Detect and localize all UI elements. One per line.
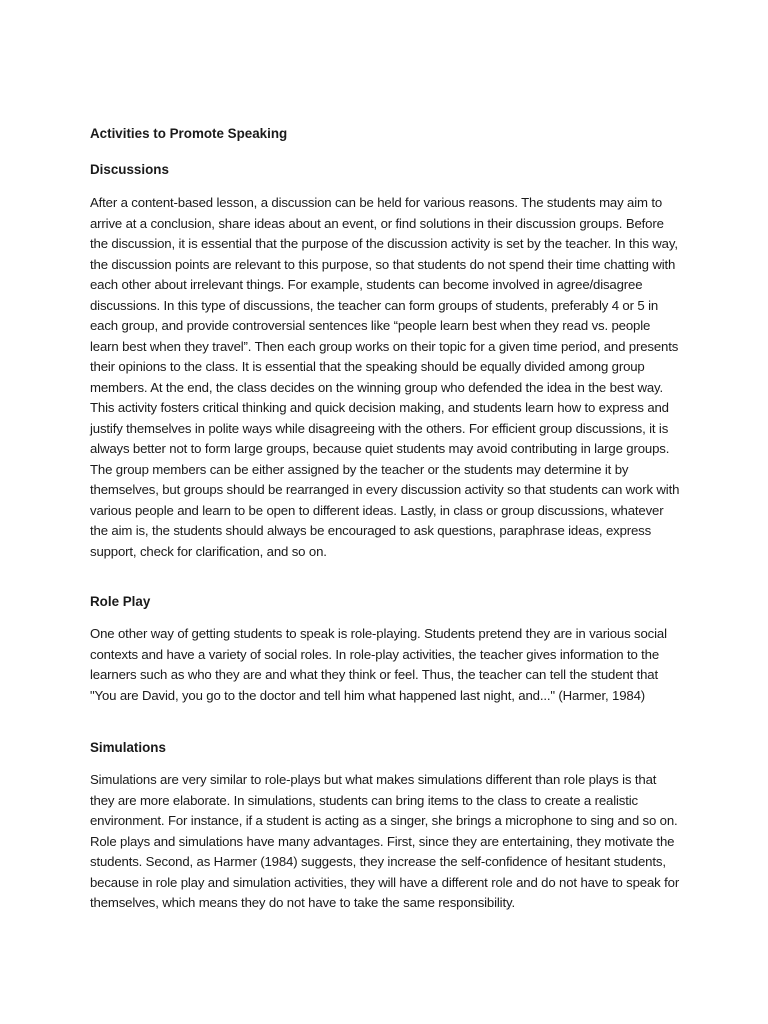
document-title: Activities to Promote Speaking (90, 126, 288, 141)
section-heading-simulations: Simulations (90, 740, 166, 755)
section-body-simulations: Simulations are very similar to role-plays but what makes simulations different than role plays is that they are more elaborate. In simulations, students can bring items to the class to create a realistic environment. For instance, if a student is acting as a singer, she brings a microphone to sing and so on. Role plays and simulations have many advantages. First, since they are entertaining, they motivate the students. Second, as Harmer (1984) suggests, they increase the self-confidence of hesitant students, because in role play and simulation activities, they will have a different role and do not have to speak for themselves, which means they do not have to take the same responsibility. (90, 772, 680, 910)
section-heading-discussions: Discussions (90, 162, 169, 177)
section-body-discussions: After a content-based lesson, a discussion can be held for various reasons. The students may aim to arrive at a conclusion, share ideas about an event, or find solutions in their discussion groups. Before the discussion, it is essential that the purpose of the discussion activity is set by the teacher. In this way, the discussion points are relevant to this purpose, so that students do not spend their time chatting with each other about irrelevant things. For example, students can become involved in agree/disagree discussions. In this type of discussions, the teacher can form groups of students, preferably 4 or 5 in each group, and provide controversial sentences like “people learn best when they read vs. people learn best when they travel”. Then each group works on their topic for a given time period, and presents their opinions to the class. It is essential that the speaking should be equally divided among group members. At the end, the class decides on the winning group who defended the idea in the best way. This activity fosters critical thinking and quick decision making, and students learn how to express and justify themselves in polite ways while disagreeing with the others. For efficient group discussions, it is always better not to form large groups, because quiet students may avoid contributing in large groups. The group members can be either assigned by the teacher or the students may determine it by themselves, but groups should be rearranged in every discussion activity so that students can work with various people and learn to be open to different ideas. Lastly, in class or group discussions, whatever the aim is, the students should always be encouraged to ask questions, paraphrase ideas, express support, check for clarification, and so on. (90, 195, 680, 559)
document-page (90, 124, 680, 914)
section-body-role-play: One other way of getting students to speak is role-playing. Students pretend they are in various social contexts and have a variety of social roles. In role-play activities, the teacher gives information to the learners such as who they are and what they think or feel. Thus, the teacher can tell the student that "You are David, you go to the doctor and tell him what happened last night, and..." (Harmer, 1984) (90, 626, 667, 703)
section-heading-role-play: Role Play (90, 594, 151, 609)
